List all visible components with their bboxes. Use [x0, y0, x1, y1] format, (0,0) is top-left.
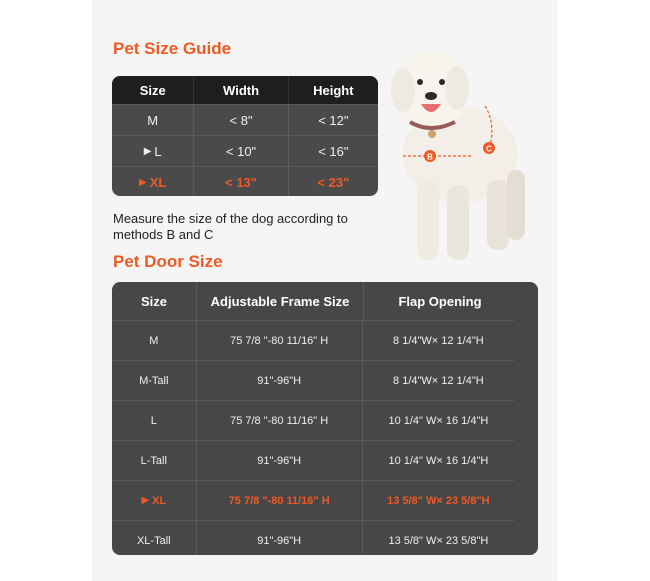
door-size-row-highlight [112, 480, 514, 520]
row-width: < 8" [193, 105, 287, 135]
header-height: Height [288, 76, 378, 104]
row-frame: 75 7/8 "-80 11/16" H [196, 401, 362, 440]
row-frame: 75 7/8 "-80 11/16" H [196, 321, 362, 360]
row-size: L [150, 414, 157, 427]
row-flap: 13 5/8" W× 23 5/8"H [362, 481, 514, 520]
door-size-row [112, 440, 514, 480]
row-frame: 91"-96"H [196, 521, 362, 555]
header-frame-size: Adjustable Frame Size [196, 282, 363, 320]
door-size-table [112, 282, 538, 555]
row-frame: 91"-96"H [196, 441, 362, 480]
door-size-row [112, 320, 514, 360]
row-width: < 13" [193, 167, 287, 196]
door-size-row [112, 400, 514, 440]
play-marker-icon: ▶ [143, 145, 152, 157]
marker-b-label: B [427, 152, 433, 162]
header-size: Size [140, 293, 167, 309]
row-height: < 16" [288, 136, 378, 166]
door-size-header [112, 282, 538, 320]
row-height: < 12" [288, 105, 378, 135]
row-flap: 8 1/4"W× 12 1/4"H [362, 321, 514, 360]
measure-instructions: Measure the size of the dog according to methods B and C [113, 211, 348, 242]
door-size-title: Pet Door Size [113, 252, 223, 271]
row-frame: 75 7/8 "-80 11/16" H [196, 481, 362, 520]
row-size: XL-Tall [136, 534, 171, 547]
door-size-row [112, 360, 514, 400]
row-width: < 10" [193, 136, 287, 166]
size-guide-row-highlight [112, 166, 378, 196]
size-guide-title: Pet Size Guide [113, 39, 232, 58]
row-flap: 13 5/8" W× 23 5/8"H [362, 521, 514, 555]
size-guide-row [112, 104, 378, 135]
play-marker-icon: ▶ [139, 176, 147, 188]
row-flap: 10 1/4" W× 16 1/4"H [362, 441, 514, 480]
row-size: L [154, 143, 162, 159]
door-size-row [112, 520, 514, 555]
play-marker-icon: ▶ [141, 495, 150, 506]
row-size: M [149, 334, 159, 347]
header-flap-opening: Flap Opening [363, 282, 516, 320]
row-size: L-Tall [140, 454, 167, 467]
row-flap: 8 1/4"W× 12 1/4"H [362, 361, 514, 400]
size-guide-header [112, 76, 378, 104]
header-width: Width [193, 76, 287, 104]
row-frame: 91"-96"H [196, 361, 362, 400]
header-size: Size [139, 82, 166, 98]
dog-illustration [385, 30, 545, 270]
size-guide-row [112, 135, 378, 166]
row-size: XL [149, 174, 167, 190]
size-guide-table [112, 76, 378, 196]
row-size: XL [152, 494, 167, 507]
row-size: M [147, 112, 159, 128]
marker-c-label: C [486, 144, 492, 154]
row-flap: 10 1/4" W× 16 1/4"H [362, 401, 514, 440]
row-size: M-Tall [139, 374, 169, 387]
row-height: < 23" [288, 167, 378, 196]
